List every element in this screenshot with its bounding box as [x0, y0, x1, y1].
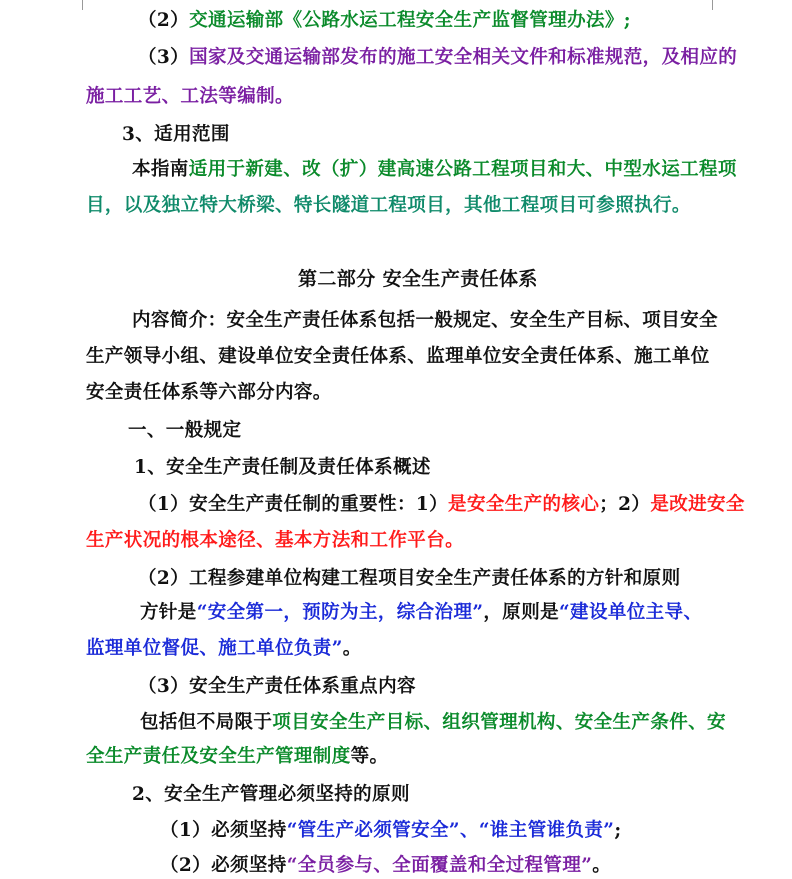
principle-item-2-end: 。	[592, 855, 612, 876]
importance-point-2: 是改进安全	[650, 494, 745, 515]
importance-point-2-cont: 生产状况的根本途径、基本方法和工作平台。	[86, 530, 465, 551]
ref-item-3-text: 国家及交通运输部发布的施工安全相关文件和标准规范，及相应的	[189, 47, 738, 68]
scope-paragraph-cont	[86, 193, 792, 219]
principle-text: “建设单位主导、	[559, 602, 703, 623]
ref-item-3-number: （3）	[138, 47, 190, 68]
key-content-end: 等。	[350, 746, 389, 767]
principle-item-2-lead: （2）必须坚持	[160, 855, 287, 876]
key-content-heading	[138, 674, 792, 700]
scope-paragraph	[132, 157, 792, 183]
ref-item-2-number: （2）	[138, 10, 190, 31]
key-content-heading-text: （3）安全生产责任体系重点内容	[138, 676, 416, 697]
importance-lead: （1）安全生产责任制的重要性：1）	[138, 494, 449, 515]
overview-heading	[134, 455, 792, 481]
key-content-paragraph	[140, 710, 792, 736]
principle-item-1-end: ;	[614, 820, 622, 841]
principle-item-1	[160, 818, 792, 844]
scope-text-cont: 目，以及独立特大桥梁、特长隧道工程项目，其他工程项目可参照执行。	[86, 195, 691, 216]
importance-sep: ；2）	[599, 494, 651, 515]
overview-heading-text: 1、安全生产责任制及责任体系概述	[134, 457, 431, 478]
principles-heading	[132, 782, 792, 808]
key-content-paragraph-cont	[86, 744, 792, 770]
importance-paragraph	[138, 492, 792, 518]
scope-heading-text: 3、适用范围	[122, 124, 230, 145]
crop-mark-left	[70, 0, 83, 10]
key-content-text-cont: 全生产责任及安全生产管理制度	[86, 746, 351, 767]
general-provisions-heading	[128, 418, 792, 444]
scope-text: 适用于新建、改（扩）建高速公路工程项目和大、中型水运工程项	[188, 159, 737, 180]
intro-paragraph	[132, 308, 792, 334]
policy-paragraph	[140, 600, 792, 626]
intro-paragraph-3	[86, 380, 792, 406]
part-two-title-text: 第二部分 安全生产责任体系	[298, 268, 538, 290]
intro-text-2: 生产领导小组、建设单位安全责任体系、监理单位安全责任体系、施工单位	[86, 346, 710, 367]
principle-item-2-text: “全员参与、全面覆盖和全过程管理”	[286, 855, 593, 876]
policy-heading-text: （2）工程参建单位构建工程项目安全生产责任体系的方针和原则	[138, 568, 681, 589]
part-two-title	[298, 266, 792, 292]
intro-text-3: 安全责任体系等六部分内容。	[86, 382, 332, 403]
general-provisions-text: 一、一般规定	[128, 420, 242, 441]
importance-paragraph-cont	[86, 528, 792, 554]
ref-item-2	[138, 8, 792, 34]
principle-end: 。	[342, 638, 362, 659]
principle-item-2	[160, 853, 792, 879]
ref-item-3-cont	[86, 84, 792, 110]
principle-item-1-text: “管生产必须管安全”、“谁主管谁负责”	[286, 820, 615, 841]
policy-paragraph-cont	[86, 636, 792, 662]
scope-lead: 本指南	[132, 159, 189, 180]
policy-motto: “安全第一，预防为主，综合治理”	[196, 602, 484, 623]
ref-item-3-text-cont: 施工工艺、工法等编制。	[86, 86, 294, 107]
section-scope-heading	[122, 122, 792, 148]
policy-lead: 方针是	[140, 602, 197, 623]
key-content-text: 项目安全生产目标、组织管理机构、安全生产条件、安	[272, 712, 726, 733]
key-content-lead: 包括但不局限于	[140, 712, 273, 733]
intro-text-1: 内容简介：安全生产责任体系包括一般规定、安全生产目标、项目安全	[132, 310, 718, 331]
importance-point-1: 是安全生产的核心	[448, 494, 600, 515]
ref-item-2-text: 交通运输部《公路水运工程安全生产监督管理办法》;	[189, 10, 632, 31]
principle-item-1-lead: （1）必须坚持	[160, 820, 287, 841]
principles-heading-text: 2、安全生产管理必须坚持的原则	[132, 784, 410, 805]
ref-item-3	[138, 45, 792, 71]
principle-text-cont: 监理单位督促、施工单位负责”	[86, 638, 343, 659]
principle-lead: ，原则是	[483, 602, 559, 623]
intro-paragraph-2	[86, 344, 792, 370]
policy-heading	[138, 566, 792, 592]
